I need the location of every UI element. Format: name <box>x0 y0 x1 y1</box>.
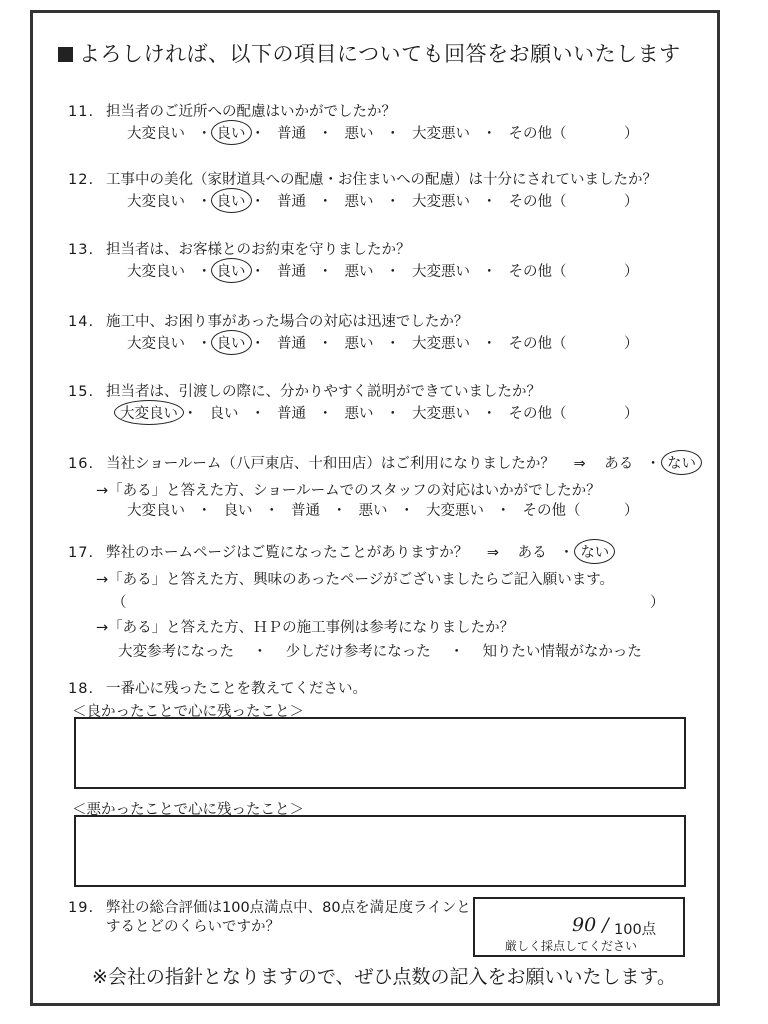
scale-option[interactable]: その他（ <box>508 336 567 352</box>
scale-option[interactable]: 普通 <box>291 503 320 519</box>
q16-scale: 大変良い ・ 良い ・ 普通 ・ 悪い ・ 大変悪い ・ その他（ <box>118 499 590 520</box>
question-19-line2: するとどのくらいですか？ <box>106 919 280 935</box>
scale-option[interactable]: 悪い <box>358 503 388 519</box>
scale-option[interactable]: その他（ <box>508 264 567 280</box>
question-15: 15. 担当者は、引渡しの際に、分かりやすく説明ができていましたか？ <box>68 384 541 400</box>
footer-note: ※会社の指針となりますので、ぜひ点数の記入をお願いいたします。 <box>92 966 677 988</box>
score-note: 厳しく採点してください <box>505 939 638 953</box>
scale-option-selected[interactable]: 良い <box>211 258 252 283</box>
q16-followup: →「ある」と答えた方、ショールームでのスタッフの対応はいかがでしたか？ <box>96 483 601 499</box>
scale-option[interactable]: 大変悪い <box>412 194 470 210</box>
square-bullet-icon <box>58 47 73 62</box>
scale-option[interactable]: 大変悪い <box>412 264 470 280</box>
section-header: よろしければ、以下の項目についても回答をお願いいたします <box>58 38 681 68</box>
question-13: 13. 担当者は、お客様とのお約束を守りましたか？ <box>68 242 411 258</box>
scale-option-selected[interactable]: 大変良い <box>114 400 184 425</box>
question-14: 14. 施工中、お困り事があった場合の対応は迅速でしたか？ <box>68 314 469 330</box>
question-16: 16. 当社ショールーム（八戸東店、十和田店）はご利用になりましたか？ ⇒ ある ・ ない <box>68 452 698 473</box>
q14-scale: 大変良い ・ 良い ・ 普通 ・ 悪い ・ 大変悪い ・ その他（ <box>118 332 576 353</box>
scale-option[interactable]: 悪い <box>344 126 374 142</box>
q13-scale: 大変良い ・ 良い ・ 普通 ・ 悪い ・ 大変悪い ・ その他（ <box>118 260 576 281</box>
question-12: 12. 工事中の美化（家財道具への配慮・お住まいへの配慮）は十分にされていましたか？ <box>68 172 657 188</box>
scale-option[interactable]: 良い <box>209 406 239 422</box>
scale-option[interactable]: 悪い <box>344 264 374 280</box>
scale-option[interactable]: 普通 <box>277 126 306 142</box>
option-slightly-helpful[interactable]: 少しだけ参考になった <box>285 644 431 660</box>
q17-followup-1: →「ある」と答えた方、興味のあったページがございましたらご記入願います。 <box>96 572 615 588</box>
answer-yes[interactable]: ある <box>604 456 634 472</box>
good-memory-field[interactable] <box>74 717 686 789</box>
scale-option-selected[interactable]: 良い <box>211 120 252 145</box>
handwritten-score: 90 / <box>572 914 609 936</box>
scale-option[interactable]: 普通 <box>277 336 306 352</box>
q17-paren-open: （ <box>112 595 127 611</box>
scale-option[interactable]: 大変悪い <box>412 406 470 422</box>
scale-option-selected[interactable]: 良い <box>211 188 252 213</box>
score-max: 100点 <box>614 922 657 938</box>
bad-memory-label: ＜悪かったことで心に残ったこと＞ <box>72 802 304 818</box>
option-not-found[interactable]: 知りたい情報がなかった <box>482 644 642 660</box>
q15-scale: 大変良い ・ 良い ・ 普通 ・ 悪い ・ 大変悪い ・ その他（ <box>118 402 576 423</box>
good-memory-label: ＜良かったことで心に残ったこと＞ <box>72 704 304 720</box>
option-very-helpful[interactable]: 大変参考になった <box>118 644 234 660</box>
question-11: 11. 担当者のご近所への配慮はいかがでしたか？ <box>68 104 396 120</box>
bad-memory-field[interactable] <box>74 815 686 887</box>
answer-no-selected[interactable]: ない <box>574 539 615 564</box>
scale-option[interactable]: 大変悪い <box>412 126 470 142</box>
q12-scale: 大変良い ・ 良い ・ 普通 ・ 悪い ・ 大変悪い ・ その他（ <box>118 190 576 211</box>
scale-option[interactable]: 大変良い <box>127 194 185 210</box>
question-18: 18. 一番心に残ったことを教えてください。 <box>68 681 367 697</box>
scale-option[interactable]: 大変悪い <box>412 336 470 352</box>
question-19: 19. 弊社の総合評価は100点満点中、80点を満足度ラインと <box>68 900 471 916</box>
answer-no-selected[interactable]: ない <box>661 450 702 475</box>
scale-option[interactable]: その他（ <box>522 503 581 519</box>
scale-option[interactable]: 普通 <box>277 194 306 210</box>
scale-option[interactable]: 普通 <box>277 406 306 422</box>
scale-option[interactable]: 普通 <box>277 264 306 280</box>
scale-option[interactable]: 大変良い <box>127 336 185 352</box>
scale-option[interactable]: 大変良い <box>127 264 185 280</box>
scale-option[interactable]: 悪い <box>344 406 374 422</box>
scale-option-selected[interactable]: 良い <box>211 330 252 355</box>
question-17: 17. 弊社のホームページはご覧になったことがありますか？ ⇒ ある ・ ない <box>68 541 611 562</box>
q11-scale: 大変良い ・ 良い ・ 普通 ・ 悪い ・ 大変悪い ・ その他（ <box>118 122 576 143</box>
scale-option[interactable]: 大変良い <box>127 503 185 519</box>
scale-option[interactable]: 大変悪い <box>426 503 484 519</box>
scale-option[interactable]: 悪い <box>344 336 374 352</box>
scale-option[interactable]: その他（ <box>508 126 567 142</box>
answer-yes[interactable]: ある <box>517 545 547 561</box>
scale-option[interactable]: その他（ <box>508 194 567 210</box>
scale-option[interactable]: その他（ <box>508 406 567 422</box>
scale-option[interactable]: 良い <box>223 503 253 519</box>
q17-followup-2: →「ある」と答えた方、ＨＰの施工事例は参考になりましたか？ <box>96 620 515 636</box>
scale-option[interactable]: 大変良い <box>127 126 185 142</box>
scale-option[interactable]: 悪い <box>344 194 374 210</box>
q17-paren-close: ） <box>650 595 665 611</box>
q17-options: 大変参考になった ・ 少しだけ参考になった ・ 知りたい情報がなかった <box>118 640 642 661</box>
